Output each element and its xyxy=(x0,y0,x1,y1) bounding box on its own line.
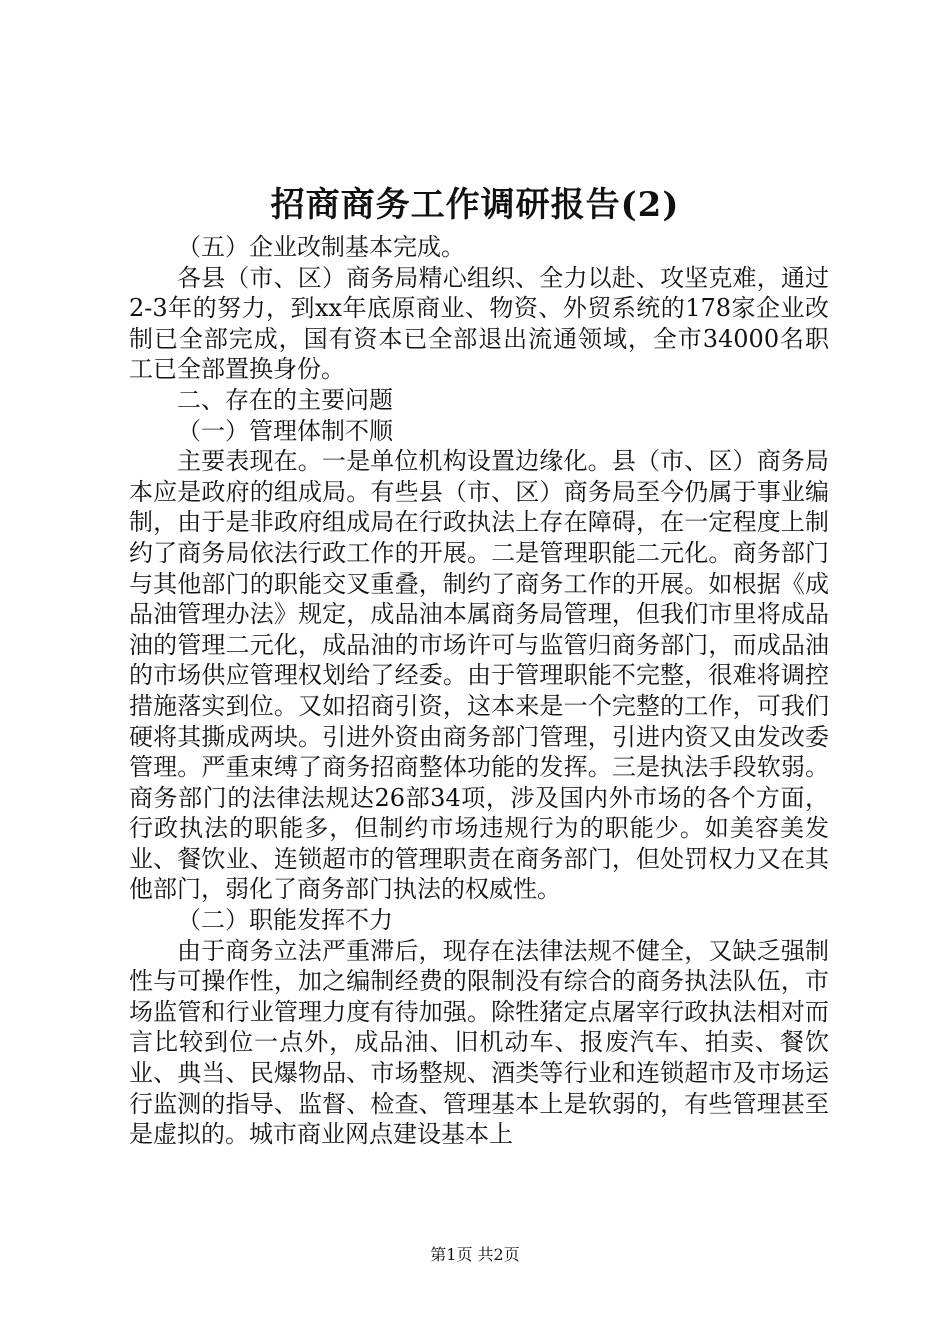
paragraph-function-weakness: 由于商务立法严重滞后，现存在法律法规不健全，又缺乏强制性与可操作性，加之编制经费的限制没有综合的商务执法队伍，市场监管和行业管理力度有待加强。除牲猪定点屠宰行政执法相对而言比较到位一点外，成品油、旧机动车、报废汽车、拍卖、餐饮业、典当、民爆物品、市场整规、酒类等行业和连锁超市及市场运行监测的指导、监督、检查、管理基本上是软弱的，有些管理甚至是虚拟的。城市商业网点建设基本上 xyxy=(129,936,829,1149)
page-footer: 第1页 共2页 xyxy=(430,1245,520,1264)
paragraph-enterprise-reform: 各县（市、区）商务局精心组织、全力以赴、攻坚克难，通过2-3年的努力，到xx年底原商业、物资、外贸系统的178家企业改制已全部完成，国有资本已全部退出流通领域，全市34000名职工已全部置换身份。 xyxy=(129,263,829,384)
paragraph-subsection-2-heading: （二）职能发挥不力 xyxy=(177,906,393,935)
paragraph-section-5-heading: （五）企业改制基本完成。 xyxy=(177,233,465,261)
paragraph-main-problems-heading: 二、存在的主要问题 xyxy=(177,385,393,414)
paragraph-management-system: 主要表现在。一是单位机构设置边缘化。县（市、区）商务局本应是政府的组成局。有些县（市、区）商务局至今仍属于事业编制，由于是非政府组成局在行政执法上存在障碍，在一定程度上制约了商务局依法行政工作的开展。二是管理职能二元化。商务部门与其他部门的职能交叉重叠，制约了商务工作的开展。如根据《成品油管理办法》规定，成品油本属商务局管理，但我们市里将成品油的管理二元化，成品油的市场许可与监管归商务部门，而成品油的市场供应管理权划给了经委。由于管理职能不完整，很难将调控措施落实到位。又如招商引资，这本来是一个完整的工作，可我们硬将其撕成两块。引进外资由商务部门管理，引进内资又由发改委管理。严重束缚了商务招商整体功能的发挥。三是执法手段软弱。商务部门的法律法规达26部34项，涉及国内外市场的各个方面，行政执法的职能多，但制约市场违规行为的职能少。如美容美发业、餐饮业、连锁超市的管理职责在商务部门，但处罚权力又在其他部门，弱化了商务部门执法的权威性。 xyxy=(129,447,829,904)
document-body xyxy=(129,232,829,1150)
paragraph-subsection-1-heading: （一）管理体制不顺 xyxy=(177,416,393,445)
document-title: 招商商务工作调研报告(2) xyxy=(270,185,680,225)
